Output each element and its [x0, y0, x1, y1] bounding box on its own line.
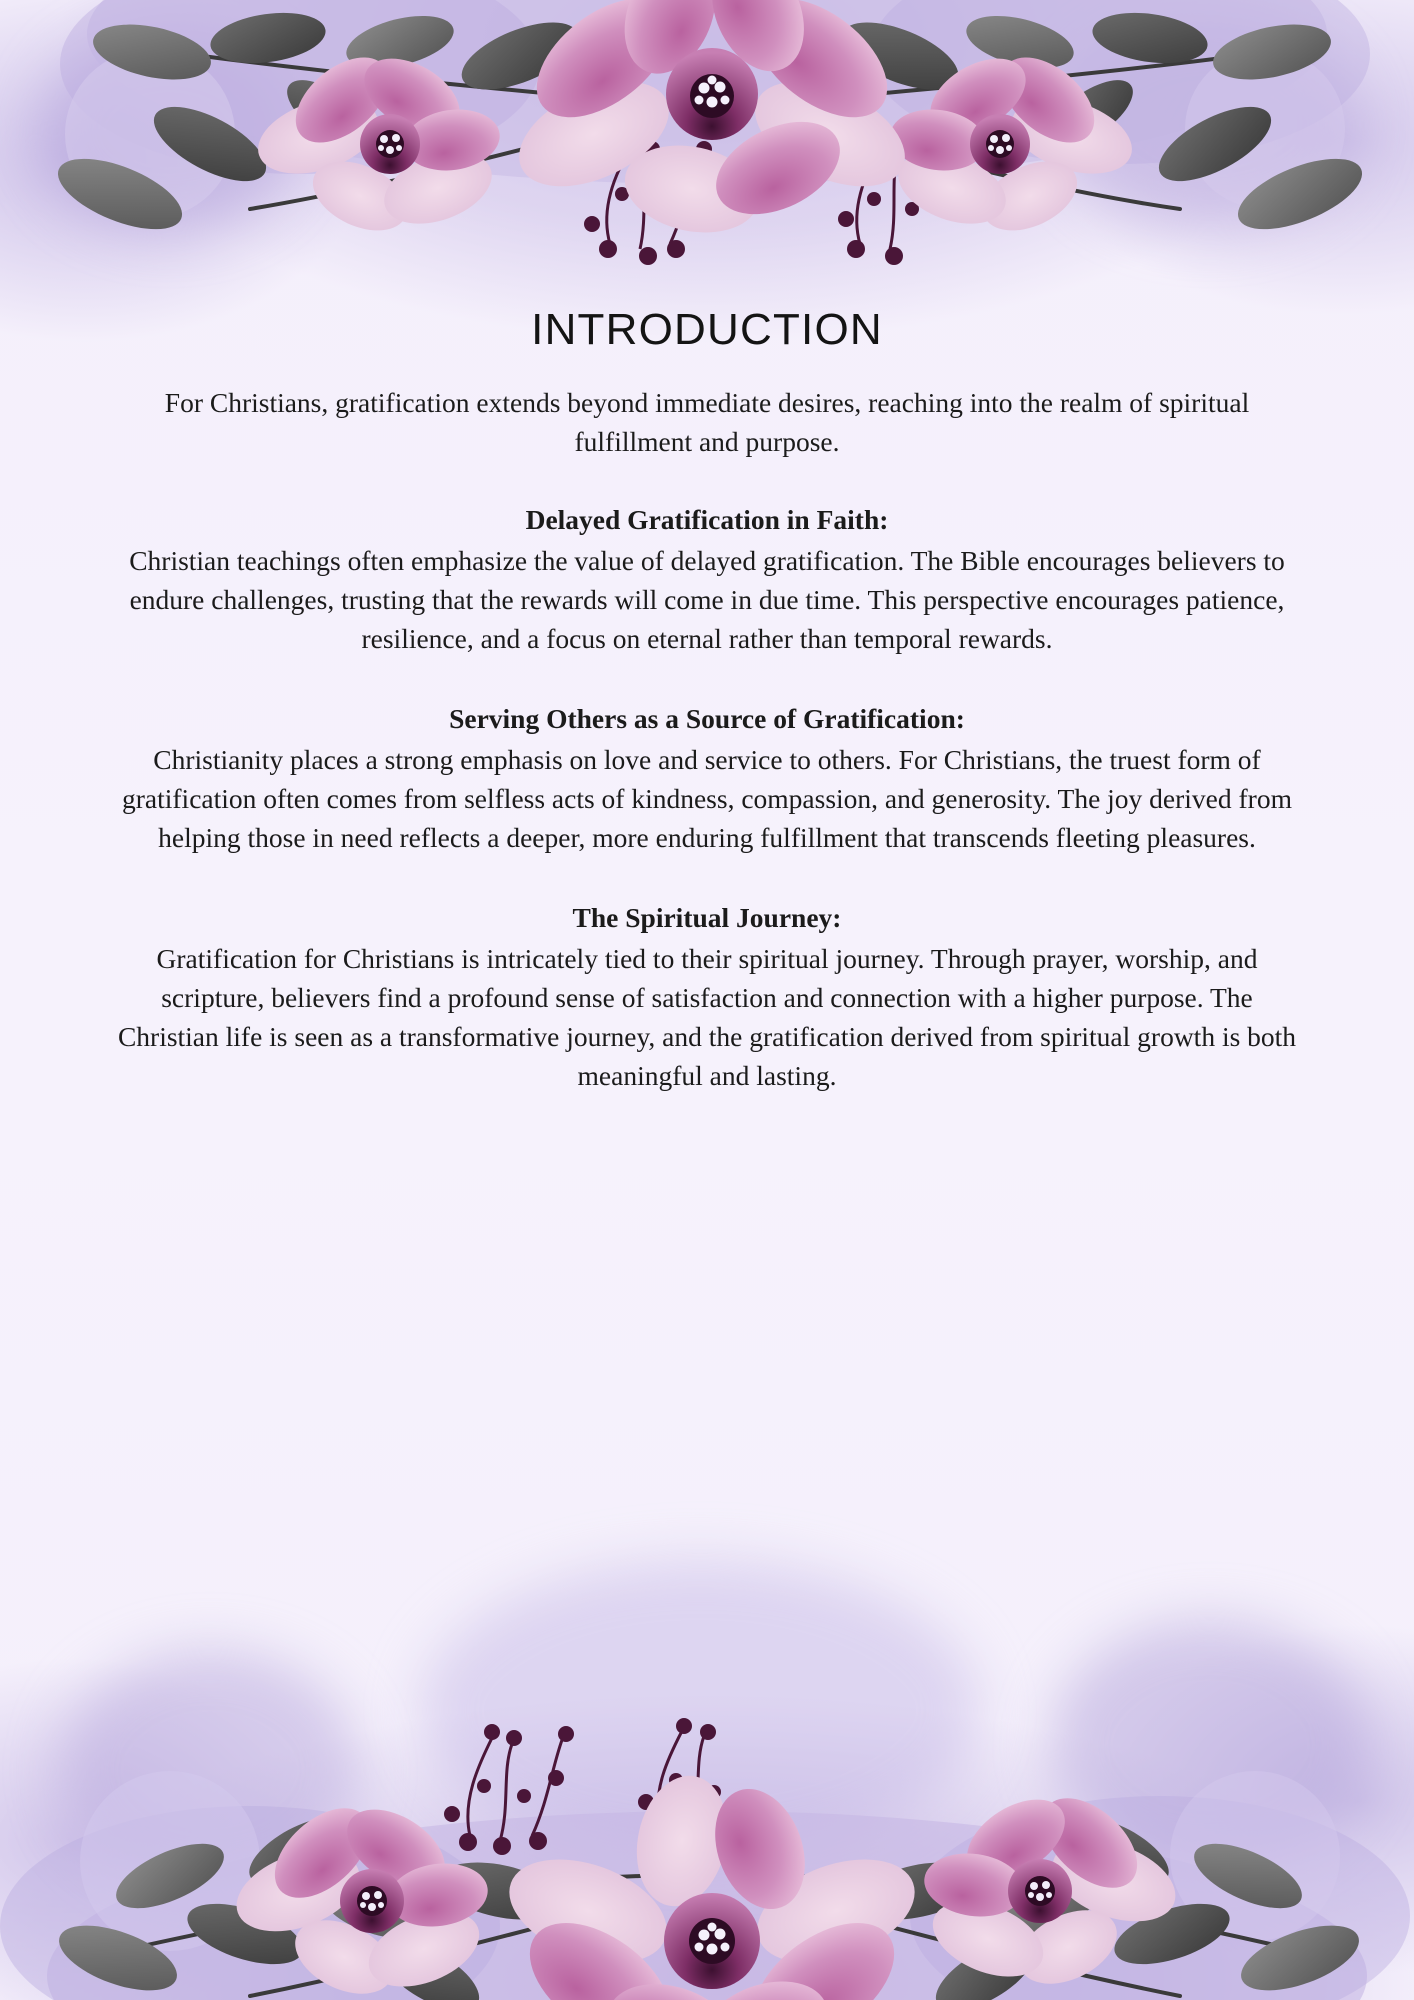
section-spiritual-journey [105, 899, 1309, 1095]
section-body: Christian teachings often emphasize the value of delayed gratification. The Bible encourages believers to endure challenges, trusting that the rewards will come in due time. This perspective encourages patience, resilience, and a focus on eternal rather than temporal rewards. [129, 545, 1285, 655]
section-heading: Delayed Gratification in Faith: [525, 504, 889, 536]
watercolor-blob [40, 30, 300, 230]
document-body [0, 305, 1414, 1095]
intro-paragraph: For Christians, gratification extends beyond immediate desires, reaching into the realm of spiritual fulfillment and purpose. [164, 387, 1250, 458]
section-serving-others [105, 700, 1309, 857]
floral-watercolor-bottom-border-icon [0, 1676, 1414, 2000]
watercolor-blob [1050, 1620, 1370, 1870]
section-body: Gratification for Christians is intricately tied to their spiritual journey. Through prayer, worship, and scripture, believers find a profound sense of satisfaction and connection with a higher purpose. The Christian life is seen as a transformative journey, and the gratification derived from spiritual growth is both meaningful and lasting. [117, 943, 1297, 1092]
section-heading: The Spiritual Journey: [572, 902, 842, 934]
section-body: Christianity places a strong emphasis on love and service to others. For Christians, the truest form of gratification often comes from selfless acts of kindness, compassion, and generosity. The joy derived from helping those in need reflects a deeper, more enduring fulfillment that transcends fleeting pleasures. [122, 744, 1292, 854]
floral-watercolor-top-border-icon [0, 0, 1414, 344]
watercolor-blob [60, 1650, 360, 1890]
section-heading: Serving Others as a Source of Gratification: [449, 703, 965, 735]
section-delayed-gratification [105, 501, 1309, 658]
watercolor-blob [1060, 20, 1360, 230]
watercolor-blob [420, 1560, 980, 1860]
page-title: INTRODUCTION [531, 305, 883, 354]
